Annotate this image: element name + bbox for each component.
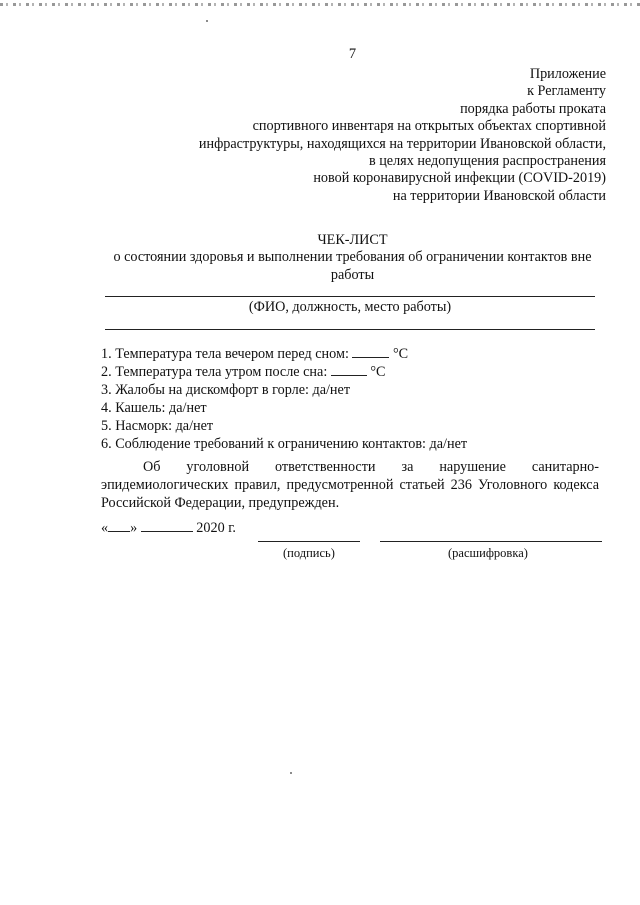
date-open-quote: « [101,520,109,536]
day-blank[interactable] [108,519,130,532]
checklist-item-cough: 4. Кашель: да/нет [101,400,207,416]
appendix-line: на территории Ивановской области [392,187,606,204]
appendix-line: порядка работы проката [460,100,606,117]
appendix-line: инфраструктуры, находящихся на территории Ивановской области, [198,135,606,152]
morning-temperature-blank[interactable] [331,363,367,376]
month-blank[interactable] [141,519,193,532]
item-text: 2. Температура тела утром после сна: [101,364,328,380]
decoding-label: (расшифровка) [448,546,528,560]
document-subtitle: о состоянии здоровья и выполнении требования об ограничении контактов вне работы [113,249,592,283]
document-title: ЧЕК-ЛИСТ [317,232,388,248]
fio-second-line[interactable] [105,329,595,330]
fio-caption: (ФИО, должность, место работы) [248,299,452,315]
page-number: 7 [348,46,357,62]
checklist-item-morning-temperature [101,363,581,381]
appendix-line: Приложение [529,66,606,82]
checklist-item-contacts: 6. Соблюдение требований к ограничению контактов: да/нет [101,436,468,452]
checklist-item-runny-nose: 5. Насморк: да/нет [101,418,214,434]
liability-warning: Об уголовной ответственности за нарушение санитарно-эпидемиологических правил, предусмотренной статьей 236 Уголовного кодекса Российской Федерации, предупрежден. [101,459,599,512]
temperature-unit: °С [370,364,386,380]
item-text: 1. Температура тела вечером перед сном: [101,346,349,362]
date-year: 2020 г. [196,520,236,536]
signature-line[interactable] [258,541,360,542]
decoding-line[interactable] [380,541,602,542]
appendix-line: в целях недопущения распространения [368,153,606,170]
signature-label: (подпись) [283,546,335,560]
date-close-quote: » [130,520,138,536]
scan-speck [206,20,208,22]
date-row [101,519,236,537]
checklist-items [101,345,581,453]
checklist-title-block [0,232,640,284]
temperature-unit: °С [393,346,409,362]
appendix-header [86,66,606,205]
appendix-line: новой коронавирусной инфекции (COVID-2019) [313,170,606,187]
checklist-item-throat: 3. Жалобы на дискомфорт в горле: да/нет [101,382,351,398]
scan-artifact [0,3,640,6]
scan-speck [290,772,292,774]
checklist-item-evening-temperature [101,345,581,363]
appendix-line: к Регламенту [527,83,606,100]
fio-fill-line[interactable] [105,296,595,297]
evening-temperature-blank[interactable] [352,345,389,358]
appendix-line: спортивного инвентаря на открытых объектах спортивной [252,118,606,135]
